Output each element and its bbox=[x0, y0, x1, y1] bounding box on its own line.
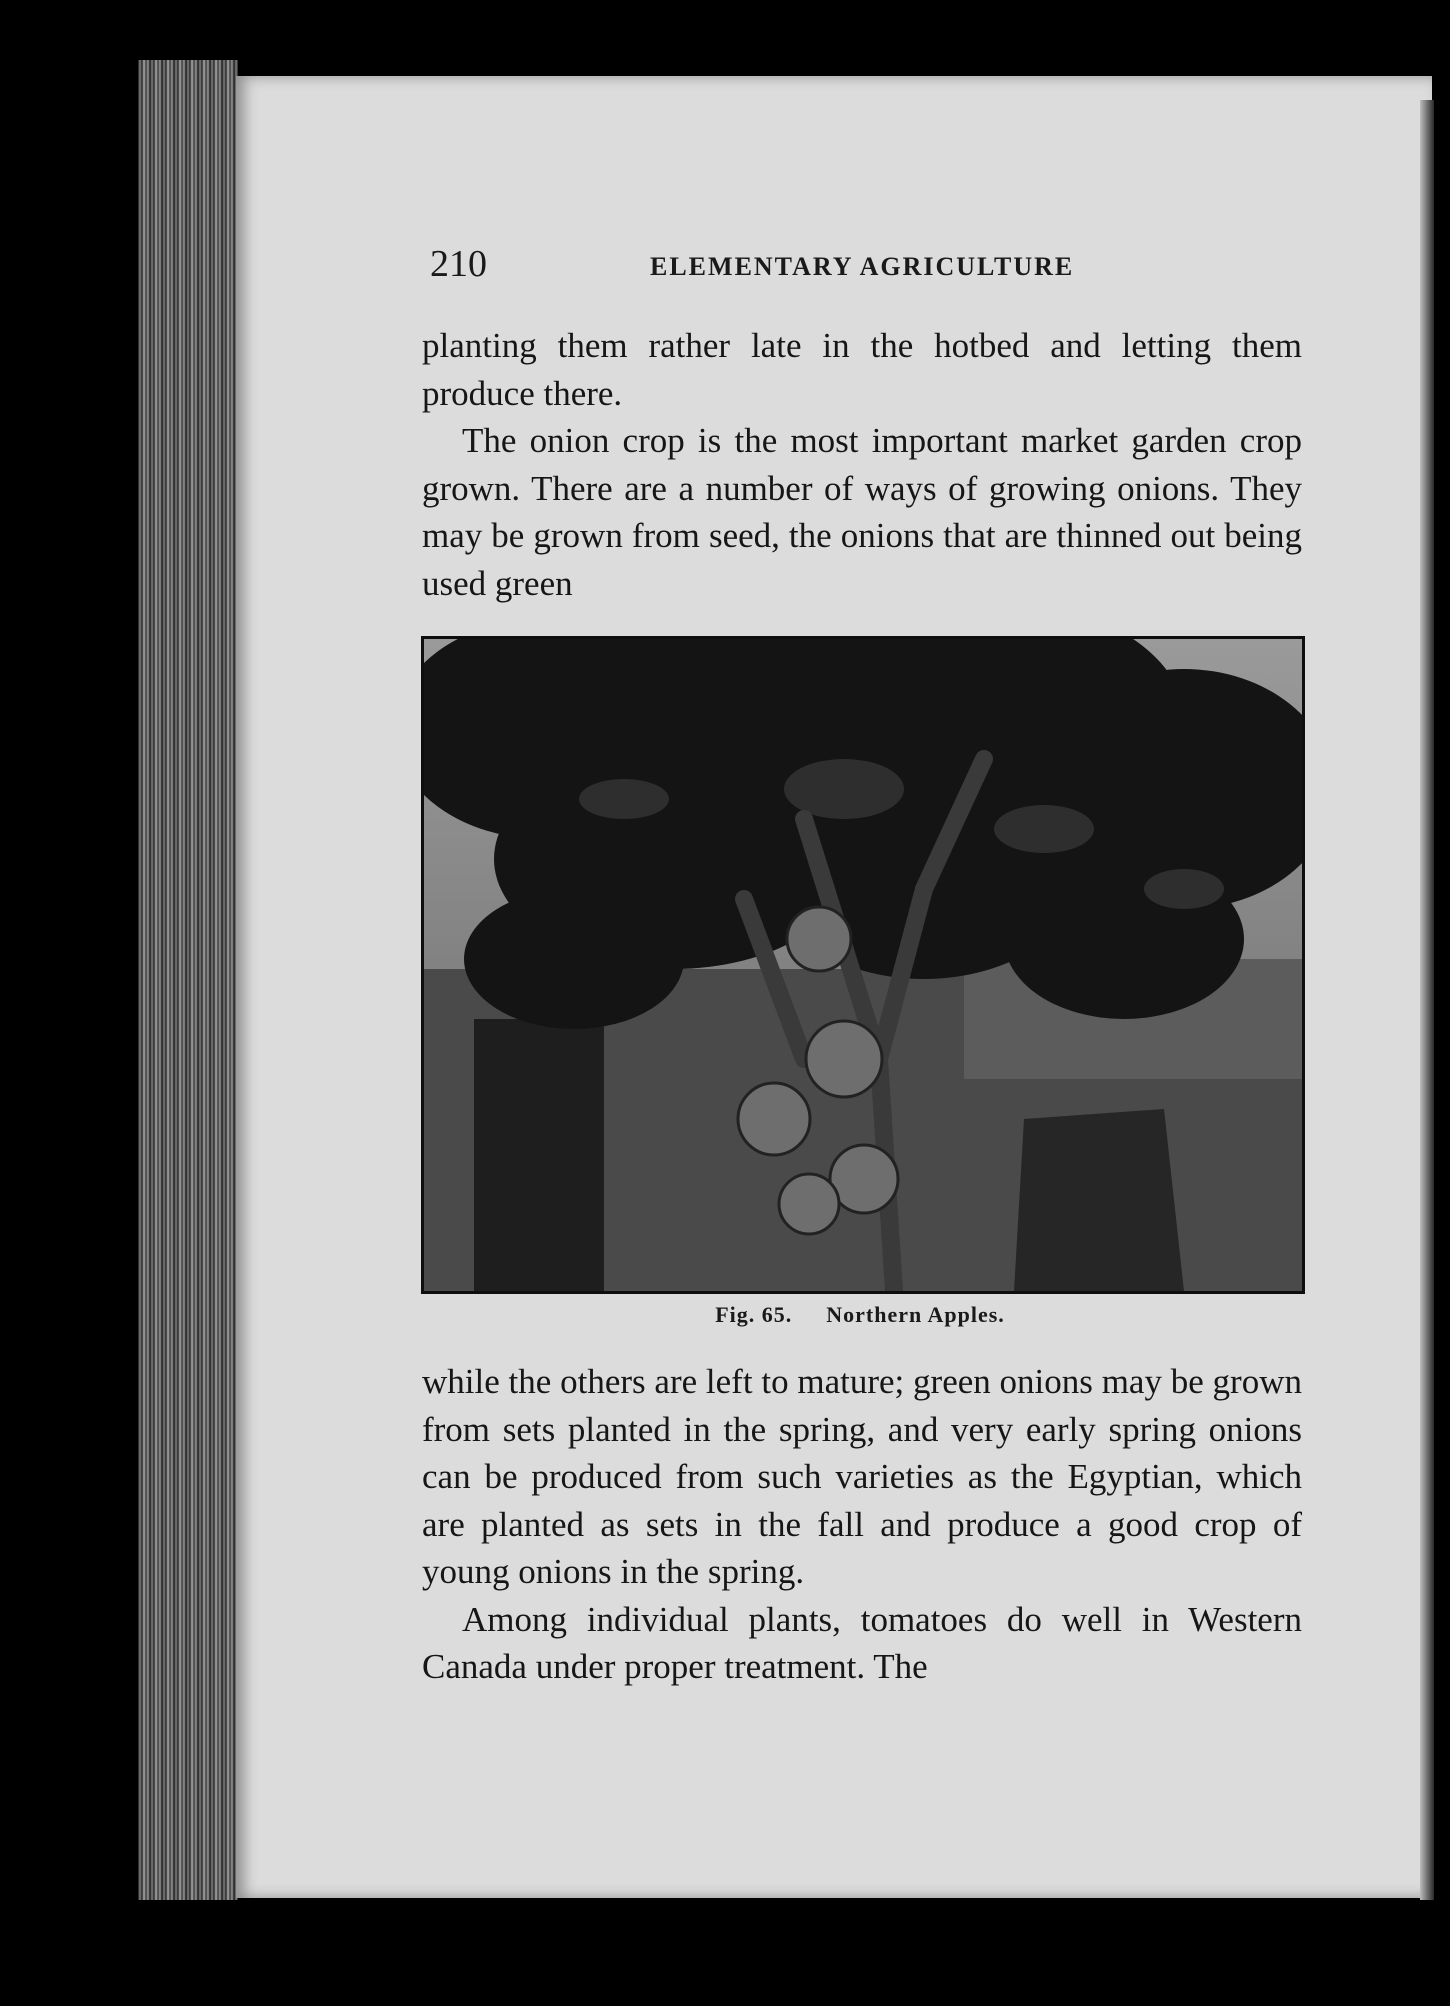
figure-photo-apples bbox=[421, 636, 1305, 1294]
figure-title: Northern Apples. bbox=[826, 1302, 1005, 1327]
page-header bbox=[430, 242, 1300, 292]
figure-label: Fig. 65. bbox=[715, 1302, 793, 1327]
paragraph: The onion crop is the most important market garden crop grown. There are a number of ways of growing onions. They may be grown from seed, the onions that are thinned out being used green bbox=[422, 421, 1302, 603]
paragraph: planting them rather late in the hotbed and letting them produce there. bbox=[422, 326, 1302, 413]
book-right-edge bbox=[1420, 100, 1434, 1900]
page-number: 210 bbox=[430, 243, 487, 285]
running-head: ELEMENTARY AGRICULTURE bbox=[650, 252, 1075, 281]
book-page-edges bbox=[138, 60, 238, 1900]
body-text-top bbox=[422, 322, 1302, 607]
paragraph: Among individual plants, tomatoes do well in Western Canada under proper treatment. The bbox=[422, 1599, 1302, 1686]
apple-tree-photo bbox=[424, 639, 1302, 1291]
figure-caption bbox=[421, 1302, 1299, 1328]
body-text-bottom bbox=[422, 1358, 1302, 1691]
paragraph: while the others are left to mature; green onions may be grown from sets planted in the spring, and very early spring onions can be produced from such varieties as the Egyptian, which are planted as sets in the fall and produce a good crop of young onions in the spring. bbox=[422, 1362, 1302, 1591]
